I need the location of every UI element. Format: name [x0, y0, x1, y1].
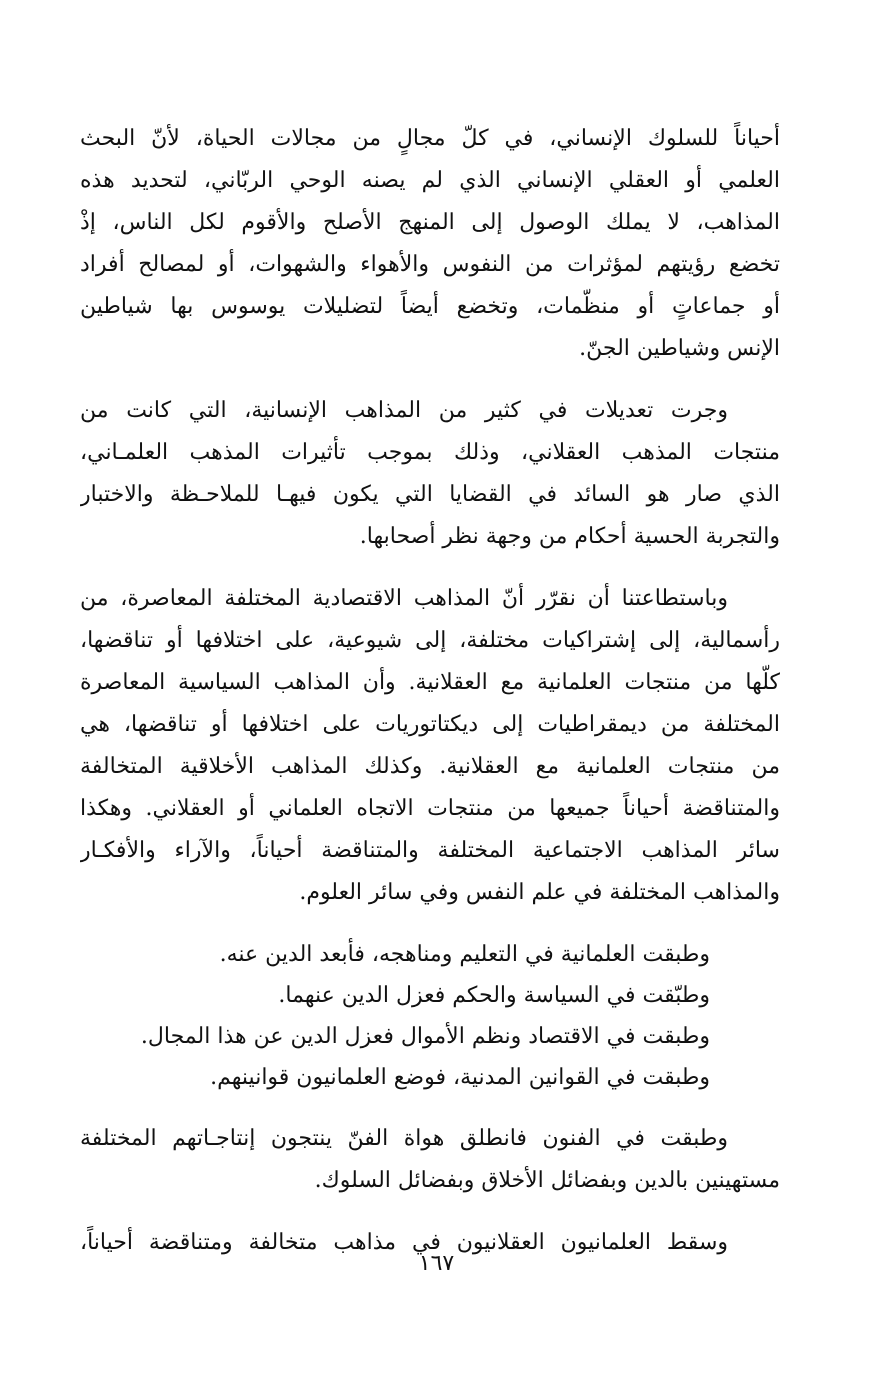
text-line: وطبقت في الفنون فانطلق هواة الفنّ ينتجون إنتاجـاتهم المختلفة — [80, 1126, 728, 1151]
text-line: تخضع رؤيتهم لمؤثرات من النفوس والأهواء والشهوات، أو لمصالح أفراد — [80, 252, 780, 277]
indented-list — [80, 934, 780, 1098]
text-line: المذاهب، لا يملك الوصول إلى المنهج الأصلح والأقوم لكل الناس، إذْ — [80, 210, 780, 235]
list-item: وطبّقت في السياسة والحكم فعزل الدين عنهما. — [278, 983, 710, 1008]
text-line: مستهينين بالدين وبفضائل الأخلاق وبفضائل السلوك. — [314, 1168, 780, 1193]
text-line: أو جماعاتٍ أو منظّمات، وتخضع أيضاً لتضليلات يوسوس بها شياطين — [80, 294, 780, 319]
page-body — [80, 118, 780, 1264]
paragraph-3 — [80, 578, 780, 914]
text-line: وجرت تعديلات في كثير من المذاهب الإنسانية، التي كانت من — [80, 398, 728, 423]
text-line: وباستطاعتنا أن نقرّر أنّ المذاهب الاقتصادية المختلفة المعاصرة، من — [80, 586, 728, 611]
paragraph-2 — [80, 390, 780, 558]
text-line: والمتناقضة أحياناً جميعها من منتجات الاتجاه العلماني أو العقلاني. وهكذا — [80, 796, 780, 821]
text-line: المختلفة من ديمقراطيات إلى ديكتاتوريات على اختلافها أو تناقضها، هي — [80, 712, 780, 737]
text-line: وسقط العلمانيون العقلانيون في مذاهب متخالفة ومتناقضة أحياناً، — [80, 1230, 728, 1255]
page-number: ١٦٧ — [418, 1251, 455, 1276]
paragraph-4 — [80, 1118, 780, 1202]
list-item: وطبقت العلمانية في التعليم ومناهجه، فأبعد الدين عنه. — [219, 942, 710, 967]
text-line: والتجربة الحسية أحكام من وجهة نظر أصحابها. — [359, 524, 780, 549]
text-line: رأسمالية، إلى إشتراكيات مختلفة، إلى شيوعية، على اختلافها أو تناقضها، — [80, 628, 780, 653]
text-line: كلّها من منتجات العلمانية مع العقلانية. وأن المذاهب السياسية المعاصرة — [80, 670, 780, 695]
text-line: والمذاهب المختلفة في علم النفس وفي سائر العلوم. — [299, 880, 780, 905]
list-item: وطبقت في الاقتصاد ونظم الأموال فعزل الدين عن هذا المجال. — [140, 1024, 710, 1049]
text-line: الذي صار هو السائد في القضايا التي يكون فيهـا للملاحـظة والاختبار — [80, 482, 780, 507]
text-line: منتجات المذهب العقلاني، وذلك بموجب تأثيرات المذهب العلمـاني، — [80, 440, 780, 465]
text-line: العلمي أو العقلي الإنساني الذي لم يصنه الوحي الربّاني، لتحديد هذه — [80, 168, 780, 193]
list-item: وطبقت في القوانين المدنية، فوضع العلمانيون قوانينهم. — [210, 1065, 710, 1090]
text-line: من منتجات العلمانية مع العقلانية. وكذلك المذاهب الأخلاقية المتخالفة — [80, 754, 780, 779]
text-line: سائر المذاهب الاجتماعية المختلفة والمتناقضة أحياناً، والآراء والأفكـار — [80, 838, 780, 863]
text-line: أحياناً للسلوك الإنساني، في كلّ مجالٍ من مجالات الحياة، لأنّ البحث — [80, 126, 780, 151]
paragraph-1 — [80, 118, 780, 370]
text-line: الإنس وشياطين الجنّ. — [579, 336, 780, 361]
